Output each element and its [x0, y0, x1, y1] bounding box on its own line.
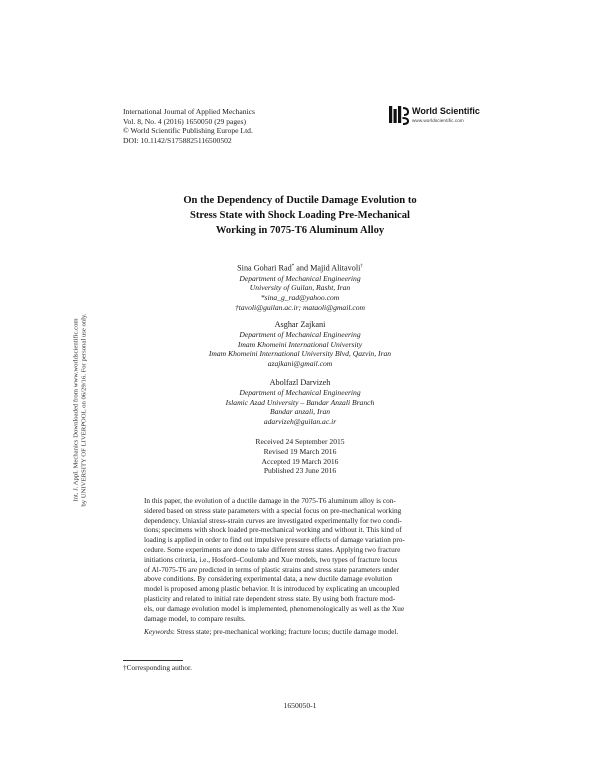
- title-line: Stress State with Shock Loading Pre-Mechanical: [189, 210, 411, 221]
- abstract-line: plasticity and related to initial rate dependent stress state. By using both fracture mod-: [144, 593, 396, 603]
- date-published: Published 23 June 2016: [263, 466, 337, 476]
- author-email[interactable]: adarvizeh@guilan.ac.ir: [263, 417, 337, 427]
- footnote: †Corresponding author.: [123, 663, 192, 672]
- abstract-line: above conditions. By considering experimental data, a new ductile damage evolution: [144, 574, 393, 584]
- footnote-rule: [123, 660, 183, 661]
- author-mark: *: [291, 264, 295, 269]
- download-stamp-line: by UNIVERSITY OF LIVERPOOL on 06/29/16. For personal use only.: [81, 313, 88, 507]
- title-line: On the Dependency of Ductile Damage Evolution to: [183, 195, 417, 206]
- abstract-line: cedure. Some experiments are done to take different stress states. Applying two fracture: [144, 544, 401, 554]
- author-email[interactable]: *sina_g_rad@yahoo.com: [260, 293, 340, 303]
- page-number: 1650050-1: [283, 701, 317, 710]
- abstract-line: damage model, to compare results.: [144, 613, 246, 623]
- author-name: Sina Gohari Rad: [237, 263, 292, 273]
- date-received: Received 24 September 2015: [255, 437, 345, 446]
- keywords-text: : Stress state; pre-mechanical working; fracture locus; ductile damage model.: [172, 627, 399, 636]
- paper-title: [140, 193, 460, 238]
- author-joiner: and: [294, 263, 311, 273]
- journal-volume: Vol. 8, No. 4 (2016) 1650050 (29 pages): [123, 116, 247, 126]
- abstract-line: initiations criteria, i.e., Hosford–Coulomb and Xue models, two types of fracture locus: [144, 554, 398, 564]
- publisher-tagline: www.worldscientific.com: [412, 118, 464, 123]
- publisher-name: World Scientific: [412, 106, 480, 116]
- affiliation-dept: Department of Mechanical Engineering: [239, 329, 361, 339]
- affiliation-address: Imam Khomeini International University Blvd, Qazvin, Iran: [208, 349, 392, 359]
- abstract-line: loading is applied in order to find out impulsive pressure effects of damage variation pro-: [144, 535, 405, 545]
- publication-dates: [140, 437, 460, 476]
- journal-copyright: © World Scientific Publishing Europe Ltd.: [123, 126, 253, 136]
- download-stamp: [74, 275, 88, 545]
- journal-doi[interactable]: DOI: 10.1142/S1758825116500502: [123, 135, 232, 145]
- author-name: Majid Alitavoli: [310, 263, 361, 273]
- author-email[interactable]: azajkani@gmail.com: [267, 359, 333, 369]
- journal-name: International Journal of Applied Mechanics: [123, 107, 256, 116]
- world-scientific-logo-icon: [388, 103, 410, 127]
- author-block-primary: [140, 262, 460, 313]
- date-accepted: Accepted 19 March 2016: [261, 456, 339, 466]
- author-mark: †: [360, 264, 363, 269]
- journal-header: [123, 107, 255, 145]
- author-email[interactable]: †tavoli@guilan.ac.ir; mataoli@gmail.com: [235, 302, 365, 312]
- author-names: [140, 262, 460, 274]
- keywords-label: Keywords: [144, 627, 173, 636]
- affiliation-university: Islamic Azad University – Bandar Anzali Branch: [225, 397, 375, 407]
- author-block-darvizeh: [140, 378, 460, 427]
- title-line: Working in 7075-T6 Aluminum Alloy: [215, 225, 385, 236]
- date-revised: Revised 19 March 2016: [263, 446, 337, 456]
- publisher-logo: [388, 103, 488, 129]
- abstract-line: model is proposed among plastic behavior. It is introduced by explicating an uncoupled: [144, 584, 400, 594]
- abstract-line: sidered based on stress state parameters with a special focus on pre-mechanical working: [144, 505, 402, 515]
- affiliation-university: University of Guilan, Rasht, Iran: [249, 283, 351, 293]
- download-stamp-line: Int. J. Appl. Mechanics Downloaded from www.worldscientific.com: [72, 318, 80, 502]
- abstract-line: of Al-7075-T6 are predicted in terms of plastic strains and stress state parameters under: [144, 564, 400, 574]
- abstract-line: dependency. Uniaxial stress-strain curves are investigated experimentally for two condi-: [144, 515, 402, 525]
- affiliation-city: Bandar anzali, Iran: [269, 407, 331, 417]
- abstract-line: In this paper, the evolution of a ductile damage in the 7075-T6 aluminum alloy is con-: [144, 496, 396, 505]
- affiliation-university: Imam Khomeini International University: [237, 339, 363, 349]
- abstract: [144, 496, 458, 623]
- author-block-zajkani: [140, 320, 460, 369]
- abstract-line: tions; specimens with shock loaded pre-mechanical working and without it. This kind of: [144, 525, 402, 535]
- affiliation-dept: Department of Mechanical Engineering: [239, 387, 361, 397]
- author-name: Abolfazl Darvizeh: [269, 378, 331, 387]
- author-name: Asghar Zajkani: [274, 320, 326, 329]
- keywords: [144, 627, 460, 637]
- affiliation-dept: Department of Mechanical Engineering: [239, 273, 361, 283]
- abstract-line: els, our damage evolution model is implemented, phenomenologically as well as the Xue: [144, 603, 405, 613]
